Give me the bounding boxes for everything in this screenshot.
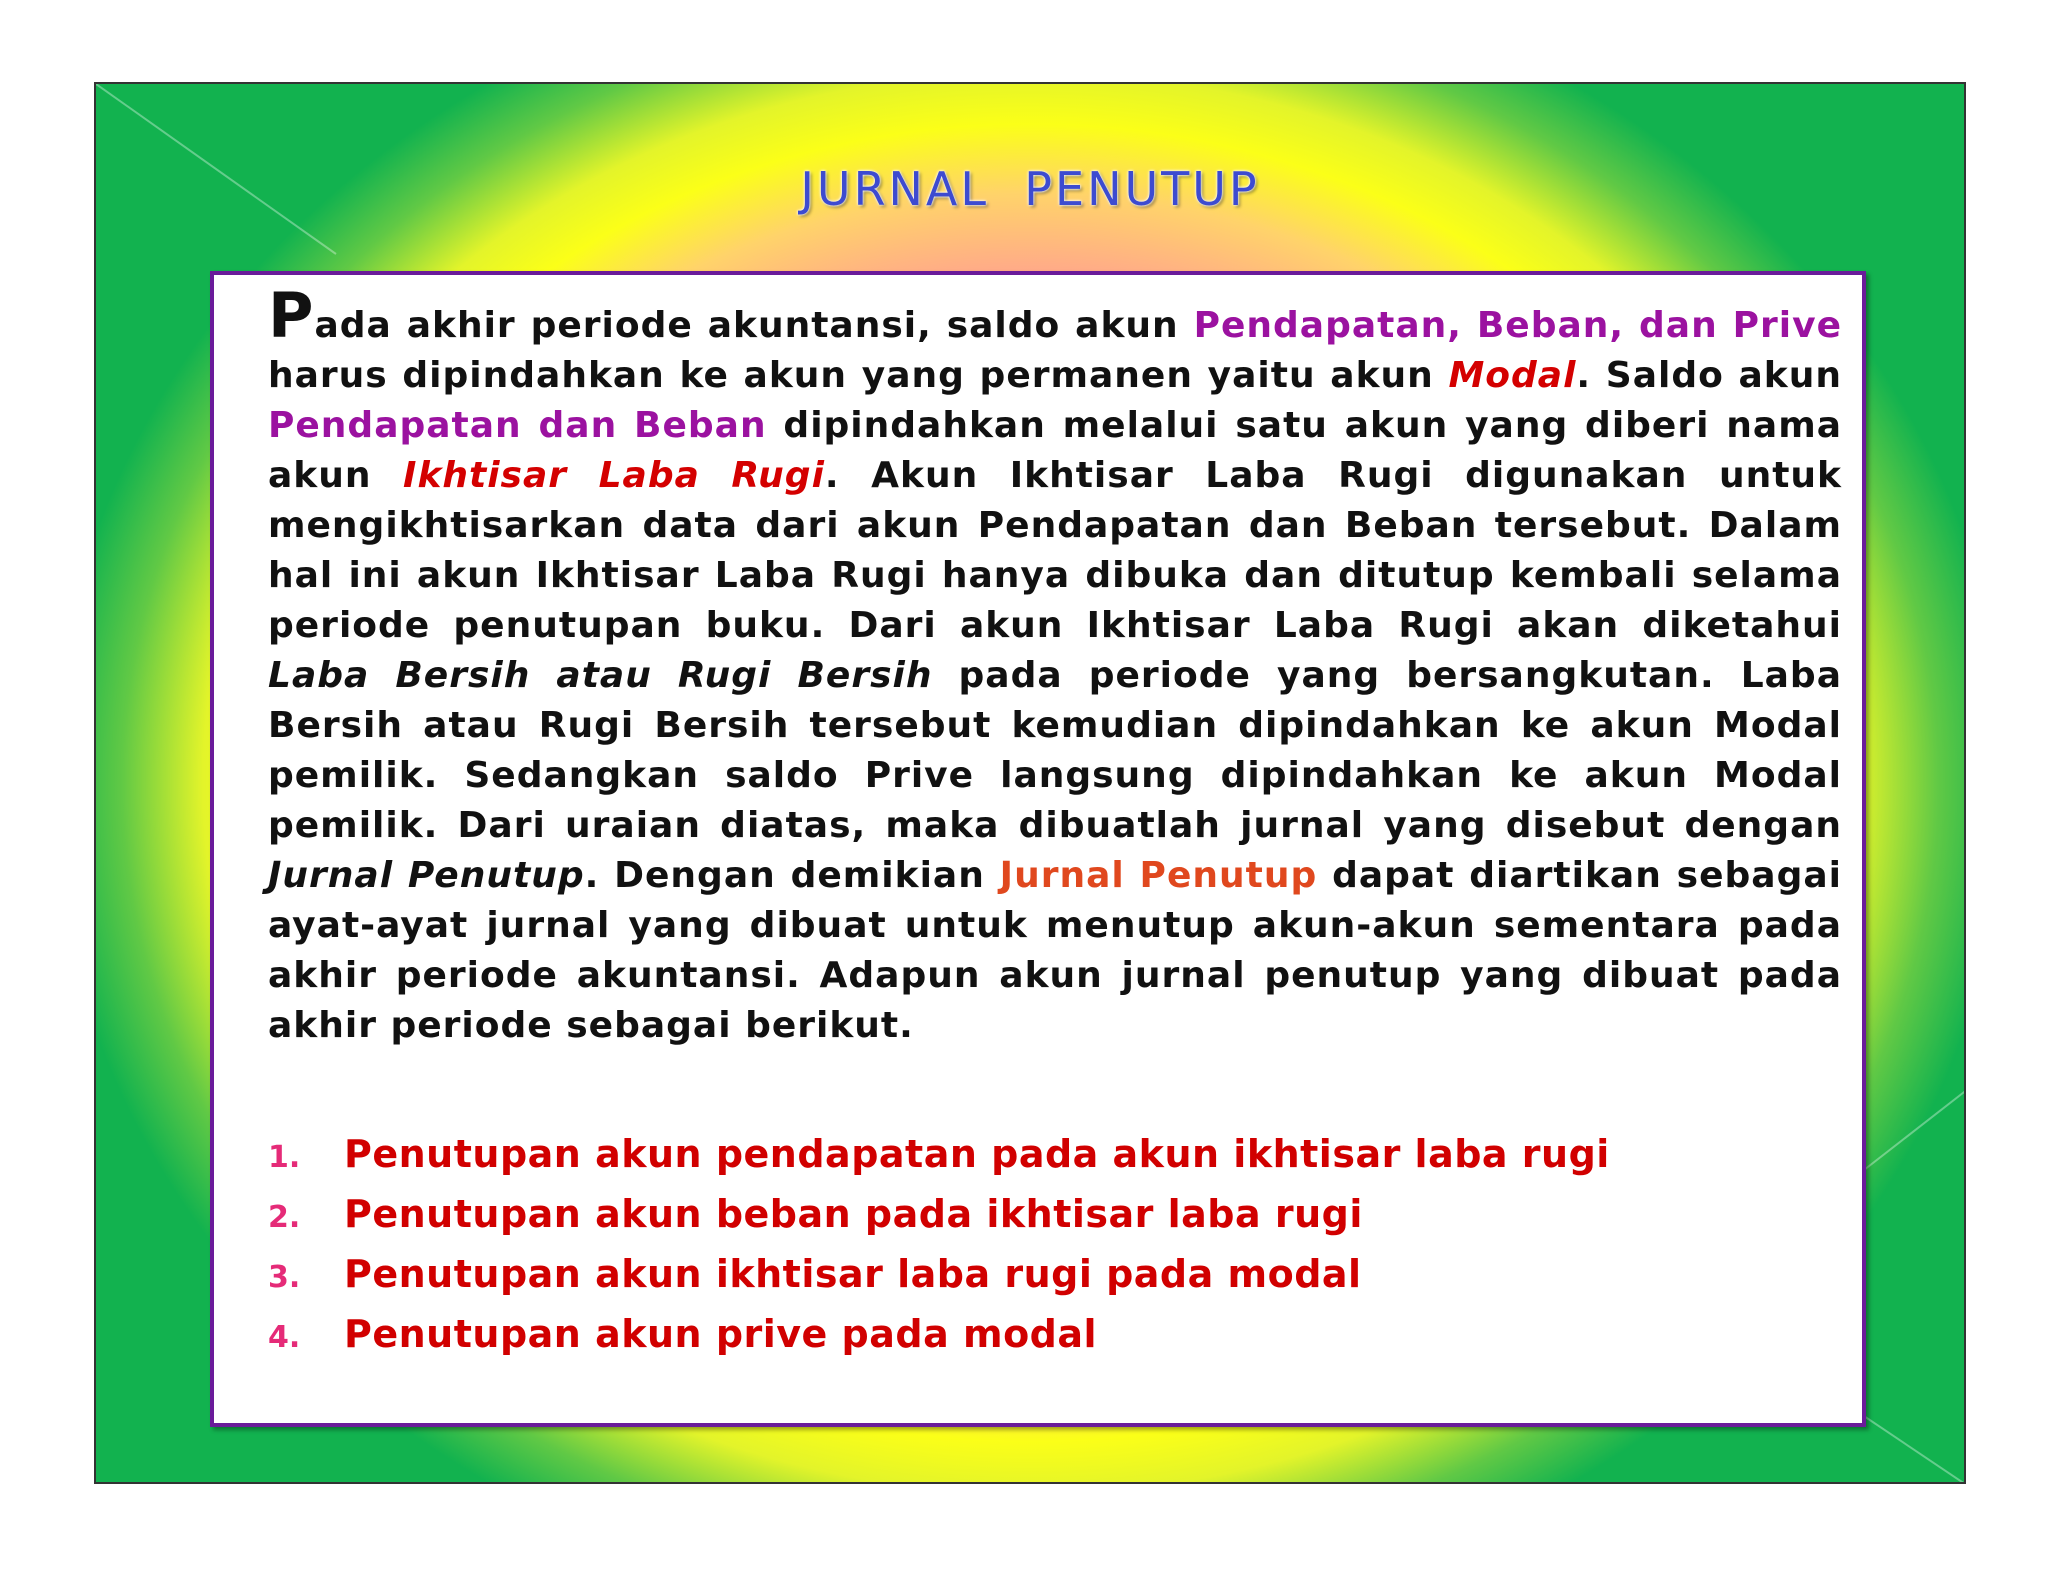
content-box [210, 271, 1866, 1427]
list-item-number: 3. [268, 1260, 301, 1295]
emphasis-jurnal-penutup: Jurnal Penutup [268, 855, 585, 896]
list-item-number: 1. [268, 1140, 301, 1175]
list-item-number: 2. [268, 1200, 301, 1235]
paragraph-text: . Dengan demikian [584, 855, 1000, 896]
list-item-text: Penutupan akun beban pada ikhtisar laba rugi [344, 1192, 1363, 1236]
intro-paragraph [268, 279, 1843, 1051]
highlight-modal: Modal [1448, 355, 1577, 396]
slide [94, 82, 1966, 1484]
paragraph-text: ada akhir periode akuntansi, saldo akun [314, 305, 1194, 346]
paragraph-text: dapat diartikan sebagai ayat-ayat jurnal yang dibuat untuk menutup akun-akun sementara pada akhir periode akuntansi. Adapun akun jurnal penutup yang dibuat pada akhir periode sebagai berikut. [268, 855, 1842, 1046]
slide-title: JURNAL PENUTUP [800, 162, 1260, 216]
list-item-text: Penutupan akun prive pada modal [344, 1312, 1098, 1356]
list-item-text: Penutupan akun pendapatan pada akun ikhtisar laba rugi [344, 1132, 1610, 1176]
paragraph-text: pada periode yang bersangkutan. Laba Bersih atau Rugi Bersih tersebut kemudian dipindahkan ke akun Modal pemilik. Sedangkan saldo Prive langsung dipindahkan ke akun Modal pemilik. Dari uraian diatas, maka dibuatlah jurnal yang disebut dengan [268, 655, 1842, 846]
list-item-number: 4. [268, 1320, 301, 1355]
list-item [268, 1132, 1768, 1192]
highlight-jurnal-penutup: Jurnal Penutup [999, 855, 1318, 896]
paragraph-text: dipindahkan melalui satu akun yang diberi nama akun [268, 405, 1842, 496]
list-item [268, 1252, 1768, 1312]
highlight-pendapatan-beban: Pendapatan dan Beban [268, 405, 767, 446]
highlight-ikhtisar-laba-rugi: Ikhtisar Laba Rugi [403, 455, 825, 496]
drop-cap: P [268, 279, 315, 352]
closing-steps-list [268, 1132, 1768, 1372]
paragraph-text: harus dipindahkan ke akun yang permanen yaitu akun [268, 355, 1449, 396]
emphasis-laba-rugi-bersih: Laba Bersih atau Rugi Bersih [268, 655, 933, 696]
highlight-temporary-accounts: Pendapatan, Beban, dan Prive [1193, 305, 1842, 346]
paragraph-text: . Saldo akun [1576, 355, 1843, 396]
list-item [268, 1312, 1768, 1372]
list-item-text: Penutupan akun ikhtisar laba rugi pada modal [344, 1252, 1362, 1296]
list-item [268, 1192, 1768, 1252]
paragraph-text: . Akun Ikhtisar Laba Rugi digunakan untuk mengikhtisarkan data dari akun Pendapatan dan Beban tersebut. Dalam hal ini akun Ikhtisar Laba Rugi hanya dibuka dan ditutup kembali selama periode penutupan buku. Dari akun Ikhtisar Laba Rugi akan diketahui [268, 455, 1843, 646]
